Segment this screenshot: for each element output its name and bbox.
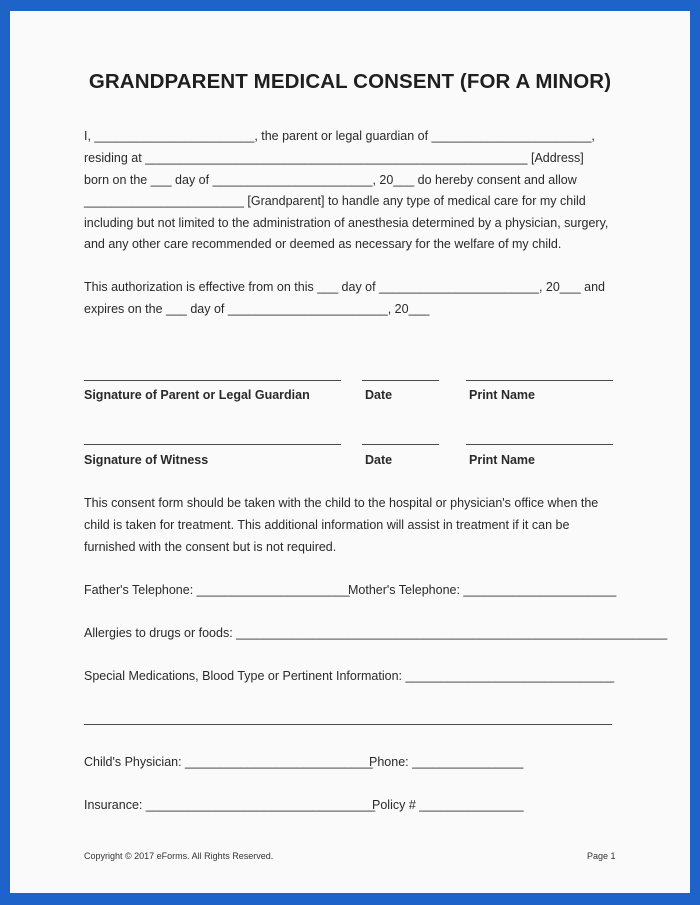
mother-telephone-field[interactable]: Mother's Telephone: ______________________ [348,583,617,597]
extra-information-line[interactable] [84,724,612,725]
note-line-2: child is taken for treatment. This additional information will assist in treatment if it can be [84,518,570,532]
witness-print-name-line[interactable] [466,444,613,445]
consent-line-2: residing at _______________________________________________________ [Address] [84,151,584,165]
parent-print-name-line[interactable] [466,380,613,381]
authorization-line-1: This authorization is effective from on this ___ day of _______________________, 20___ and [84,280,605,294]
consent-line-1: I, _______________________, the parent or legal guardian of _______________________, [84,129,595,143]
document-title: GRANDPARENT MEDICAL CONSENT (FOR A MINOR) [88,70,612,93]
father-telephone-field[interactable]: Father's Telephone: ______________________ [84,583,350,597]
witness-date-line[interactable] [362,444,439,445]
page-number: Page 1 [587,851,616,861]
parent-signature-label: Signature of Parent or Legal Guardian [84,388,310,402]
parent-signature-line[interactable] [84,380,341,381]
authorization-line-2: expires on the ___ day of _______________________, 20___ [84,302,430,316]
parent-date-label: Date [365,388,393,402]
insurance-field[interactable]: Insurance: _________________________________ [84,798,376,812]
physician-phone-field[interactable]: Phone: ________________ [369,755,524,769]
note-line-1: This consent form should be taken with the child to the hospital or physician's office when the [84,496,599,510]
witness-signature-line[interactable] [84,444,341,445]
consent-line-3: born on the ___ day of _______________________, 20___ do hereby consent and allow [84,173,577,187]
consent-line-6: and any other care recommended or deemed as necessary for the welfare of my child. [84,237,562,251]
consent-form-page [10,11,690,893]
childs-physician-field[interactable]: Child's Physician: ___________________________ [84,755,373,769]
parent-date-line[interactable] [362,380,439,381]
witness-date-label: Date [365,453,393,467]
allergies-field[interactable]: Allergies to drugs or foods: ______________________________________________________________ [84,626,668,640]
special-medications-field[interactable]: Special Medications, Blood Type or Pertinent Information: ______________________________ [84,669,615,683]
parent-print-name-label: Print Name [469,388,535,402]
consent-line-5: including but not limited to the administration of anesthesia determined by a physician, surgery, [84,216,609,230]
note-line-3: furnished with the consent but is not required. [84,540,337,554]
policy-number-field[interactable]: Policy # _______________ [372,798,524,812]
witness-print-name-label: Print Name [469,453,535,467]
consent-line-4: _______________________ [Grandparent] to handle any type of medical care for my child [84,194,586,208]
copyright-notice: Copyright © 2017 eForms. All Rights Reserved. [84,851,274,861]
witness-signature-label: Signature of Witness [84,453,209,467]
